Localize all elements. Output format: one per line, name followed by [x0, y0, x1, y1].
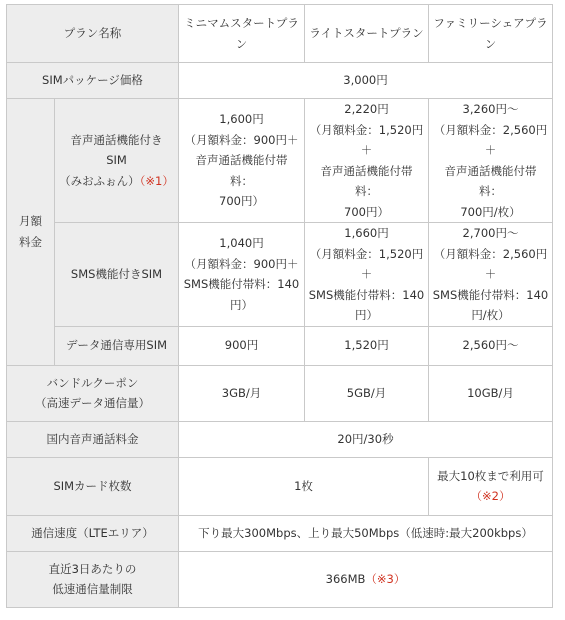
sms-sim-light-breakdown-3: 円）	[355, 308, 378, 322]
domestic-call-row	[7, 421, 553, 457]
voice-sim-label-line1: 音声通話機能付き	[70, 132, 163, 147]
voice-sim-row	[7, 99, 553, 223]
voice-sim-family-price: 3,260円～	[462, 102, 519, 116]
voice-sim-note-link[interactable]: （※1）	[139, 173, 174, 188]
header-plan-name-text: プラン名称	[63, 26, 122, 41]
speed-label: 通信速度（LTEエリア）	[7, 515, 179, 551]
header-plan-minimum	[179, 5, 305, 63]
data-sim-light-value: 1,520円	[305, 326, 429, 365]
domestic-call-label: 国内音声通話料金	[7, 421, 179, 457]
sim-cards-row	[7, 457, 553, 515]
speed-row	[7, 515, 553, 551]
limit-value: 366MB	[325, 571, 366, 586]
voice-sim-minimum-breakdown-4: 700円）	[219, 194, 264, 209]
limit-note-link[interactable]: （※3）	[365, 571, 406, 586]
sim-cards-family-text: 最大10枚まで利用可	[437, 468, 544, 483]
voice-sim-label-line3	[58, 171, 175, 192]
domestic-call-value: 20円/30秒	[179, 421, 553, 457]
sim-package-label: SIMパッケージ価格	[7, 63, 179, 99]
monthly-fee-label	[7, 99, 55, 366]
data-sim-row	[7, 326, 553, 365]
sms-sim-minimum-price: 1,040円	[219, 236, 264, 251]
voice-sim-light-breakdown-1: （月額料金：1,520円＋	[309, 122, 424, 157]
header-plan-light	[305, 5, 429, 63]
sms-sim-light-breakdown-2: SMS機能付帯料：140	[308, 287, 425, 302]
monthly-fee-label-line1: 月額	[19, 214, 42, 229]
coupon-family-value: 10GB/月	[429, 365, 553, 421]
sms-sim-minimum-breakdown-3: 円）	[230, 297, 253, 312]
sms-sim-family-cell	[429, 223, 553, 327]
voice-sim-family-breakdown-1: （月額料金：2,560円＋	[433, 122, 548, 157]
coupon-label-line1: バンドルクーポン	[46, 375, 139, 390]
voice-sim-light-breakdown-4: 700円）	[344, 204, 389, 219]
sms-sim-light-breakdown-1: （月額料金：1,520円＋	[309, 246, 424, 281]
sms-sim-light-price: 1,660円	[344, 226, 389, 240]
voice-sim-family-breakdown-4: 700円/枚）	[460, 204, 521, 219]
limit-label-line2: 低速通信量制限	[52, 582, 133, 596]
limit-value-cell	[179, 551, 553, 607]
coupon-label	[7, 365, 179, 421]
sms-sim-family-breakdown-3: 円/枚）	[471, 308, 510, 322]
header-plan-light-text: ライトスタートプラン	[309, 26, 424, 41]
sms-sim-row	[7, 223, 553, 327]
sms-sim-minimum-breakdown-1: （月額料金：900円＋	[184, 256, 299, 271]
sms-sim-label: SMS機能付きSIM	[55, 223, 179, 327]
plan-comparison-table	[6, 4, 553, 608]
voice-sim-family-breakdown-3: 料：	[479, 184, 502, 198]
sms-sim-family-breakdown-1: （月額料金：2,560円＋	[433, 246, 548, 281]
voice-sim-light-breakdown-3: 料：	[355, 184, 378, 198]
sms-sim-minimum-breakdown-2: SMS機能付帯料：140	[183, 277, 300, 292]
voice-sim-minimum-breakdown-3: 料：	[230, 173, 253, 188]
sim-package-value: 3,000円	[179, 63, 553, 99]
voice-sim-minimum-breakdown-2: 音声通話機能付帯	[195, 153, 288, 168]
header-plan-family-text: ファミリーシェアプラン	[433, 16, 548, 51]
voice-sim-minimum-price: 1,600円	[219, 112, 264, 127]
header-row	[7, 5, 553, 63]
monthly-fee-label-line2: 料金	[19, 234, 42, 249]
header-plan-name-label	[7, 5, 179, 63]
sms-sim-minimum-cell	[179, 223, 305, 327]
sim-cards-note-link[interactable]: （※2）	[470, 489, 511, 503]
voice-sim-light-price: 2,220円	[344, 102, 389, 116]
sim-cards-label: SIMカード枚数	[7, 457, 179, 515]
data-sim-family-value: 2,560円～	[429, 326, 553, 365]
coupon-row	[7, 365, 553, 421]
voice-sim-label	[55, 99, 179, 223]
sms-sim-family-breakdown-2: SMS機能付帯料：140	[432, 287, 549, 302]
speed-value: 下り最大300Mbps、上り最大50Mbps（低速時:最大200kbps）	[179, 515, 553, 551]
voice-sim-light-cell	[305, 99, 429, 223]
data-sim-label: データ通信専用SIM	[55, 326, 179, 365]
sms-sim-light-cell	[305, 223, 429, 327]
sim-cards-value: 1枚	[179, 457, 429, 515]
voice-sim-light-breakdown-2: 音声通話機能付帯	[320, 163, 413, 178]
header-plan-minimum-text: ミニマムスタートプラン	[184, 16, 299, 51]
sms-sim-family-price: 2,700円～	[462, 226, 519, 240]
sim-package-row	[7, 63, 553, 99]
data-sim-minimum-value: 900円	[179, 326, 305, 365]
limit-label	[7, 551, 179, 607]
coupon-label-line2: （高速データ通信量）	[35, 396, 150, 410]
voice-sim-family-breakdown-2: 音声通話機能付帯	[444, 163, 537, 178]
limit-row	[7, 551, 553, 607]
limit-label-line1: 直近3日あたりの	[48, 561, 137, 576]
voice-sim-family-cell	[429, 99, 553, 223]
voice-sim-minimum-cell	[179, 99, 305, 223]
header-plan-family	[429, 5, 553, 63]
voice-sim-label-tail: （みおふぉん）	[59, 173, 140, 188]
voice-sim-label-line2: SIM	[106, 153, 127, 168]
coupon-light-value: 5GB/月	[305, 365, 429, 421]
sim-cards-family-cell	[429, 457, 553, 515]
coupon-minimum-value: 3GB/月	[179, 365, 305, 421]
voice-sim-minimum-breakdown-1: （月額料金：900円＋	[184, 132, 299, 147]
